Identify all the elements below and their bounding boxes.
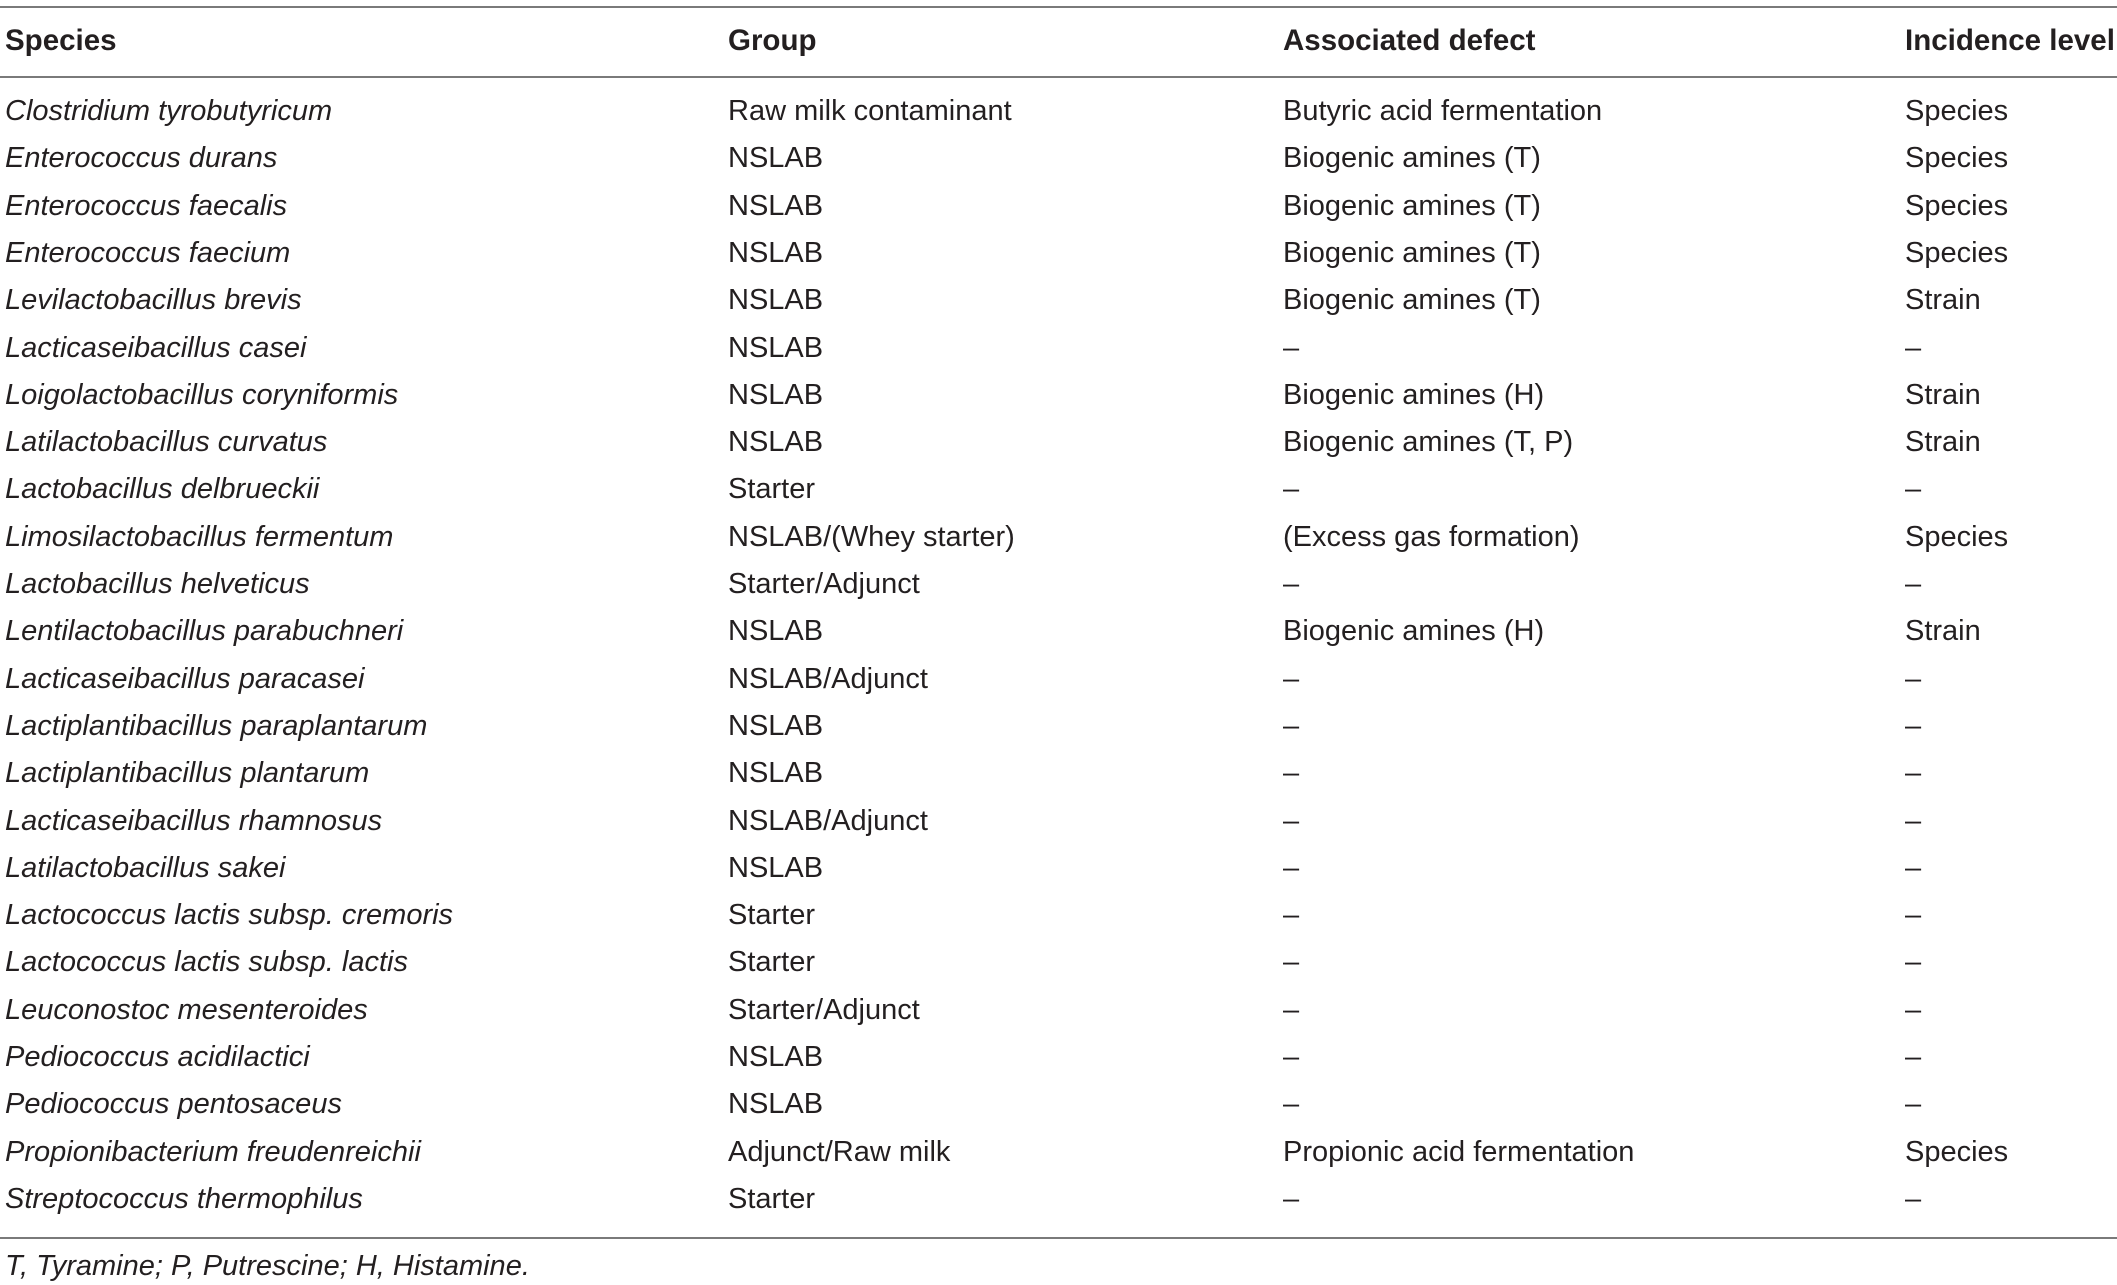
cell-group: Starter <box>728 473 816 506</box>
cell-associated-defect: Biogenic amines (T, P) <box>1283 426 1574 459</box>
cell-incidence-level: – <box>1905 1182 1922 1215</box>
cell-associated-defect: – <box>1283 946 1300 979</box>
cell-associated-defect: – <box>1283 851 1300 884</box>
cell-associated-defect: – <box>1283 804 1300 837</box>
cell-group: NSLAB/Adjunct <box>728 662 928 695</box>
cell-incidence-level: – <box>1905 1041 1922 1073</box>
cell-group: NSLAB <box>728 1041 824 1073</box>
cell-group: NSLAB <box>728 709 824 742</box>
cell-species: Loigolactobacillus coryniformis <box>5 378 399 411</box>
cell-incidence-level: Species <box>1905 189 2009 222</box>
cell-associated-defect: (Excess gas formation) <box>1283 520 1580 553</box>
cell-associated-defect: – <box>1283 1182 1300 1215</box>
cell-species: Lactobacillus helveticus <box>5 568 310 600</box>
table-row <box>0 325 2117 372</box>
cell-associated-defect: – <box>1283 1088 1300 1121</box>
cell-group: NSLAB <box>728 236 824 269</box>
cell-species: Limosilactobacillus fermentum <box>5 520 394 553</box>
cell-species: Lactococcus lactis subsp. lactis <box>5 946 408 979</box>
cell-incidence-level: Species <box>1905 520 2009 553</box>
cell-group: NSLAB <box>728 757 824 790</box>
table-bottom-rule <box>0 1237 2117 1239</box>
table-row <box>0 419 2117 466</box>
cell-group: NSLAB <box>728 1088 824 1121</box>
table-row <box>0 135 2117 182</box>
cell-group: Raw milk contaminant <box>728 95 1012 127</box>
table-row <box>0 845 2117 892</box>
cell-incidence-level: – <box>1905 804 1922 837</box>
cell-incidence-level: – <box>1905 993 1922 1026</box>
cell-group: NSLAB <box>728 378 824 411</box>
cell-associated-defect: – <box>1283 662 1300 695</box>
table-row <box>0 514 2117 561</box>
table-row <box>0 372 2117 419</box>
table-row <box>0 466 2117 513</box>
table-row <box>0 1176 2117 1223</box>
cell-group: NSLAB/Adjunct <box>728 804 928 837</box>
table-header-row <box>0 17 2117 64</box>
cell-incidence-level: Strain <box>1905 378 1981 411</box>
table-row <box>0 703 2117 750</box>
table-row <box>0 1034 2117 1081</box>
cell-associated-defect: Biogenic amines (T) <box>1283 236 1541 269</box>
cell-incidence-level: – <box>1905 899 1922 932</box>
cell-group: NSLAB <box>728 189 824 222</box>
header-group: Group <box>728 24 817 57</box>
cell-associated-defect: – <box>1283 473 1300 506</box>
cell-associated-defect: Biogenic amines (T) <box>1283 142 1541 175</box>
cell-species: Enterococcus faecium <box>5 236 291 269</box>
cell-associated-defect: Biogenic amines (T) <box>1283 284 1541 317</box>
table-row <box>0 230 2117 277</box>
cell-incidence-level: – <box>1905 662 1922 695</box>
table-row <box>0 1081 2117 1128</box>
cell-associated-defect: – <box>1283 899 1300 932</box>
cell-species: Leuconostoc mesenteroides <box>5 993 368 1026</box>
cell-species: Latilactobacillus curvatus <box>5 426 328 459</box>
table-row <box>0 656 2117 703</box>
cell-species: Enterococcus faecalis <box>5 189 288 222</box>
cell-species: Lacticaseibacillus casei <box>5 331 307 364</box>
cell-species: Lactobacillus delbrueckii <box>5 473 320 506</box>
cell-group: NSLAB <box>728 331 824 364</box>
cell-species: Levilactobacillus brevis <box>5 284 302 317</box>
cell-incidence-level: Strain <box>1905 615 1981 648</box>
cell-group: Starter <box>728 946 816 979</box>
cell-group: NSLAB/(Whey starter) <box>728 520 1015 553</box>
table-row <box>0 892 2117 939</box>
cell-group: Starter <box>728 899 816 932</box>
cell-group: NSLAB <box>728 142 824 175</box>
header-associated-defect: Associated defect <box>1283 24 1536 57</box>
cell-species: Lactococcus lactis subsp. cremoris <box>5 899 454 932</box>
cell-incidence-level: Species <box>1905 236 2009 269</box>
cell-species: Enterococcus durans <box>5 142 278 175</box>
cell-group: Adjunct/Raw milk <box>728 1135 951 1168</box>
cell-incidence-level: Strain <box>1905 284 1981 317</box>
cell-incidence-level: Species <box>1905 142 2009 175</box>
table-footnote: T, Tyramine; P, Putrescine; H, Histamine. <box>5 1250 530 1282</box>
cell-incidence-level: – <box>1905 946 1922 979</box>
cell-incidence-level: – <box>1905 331 1922 364</box>
cell-incidence-level: – <box>1905 568 1922 600</box>
cell-associated-defect: Butyric acid fermentation <box>1283 95 1603 127</box>
cell-incidence-level: – <box>1905 709 1922 742</box>
cell-associated-defect: – <box>1283 709 1300 742</box>
cell-species: Pediococcus acidilactici <box>5 1041 310 1073</box>
cell-group: NSLAB <box>728 426 824 459</box>
cell-species: Propionibacterium freudenreichii <box>5 1135 421 1168</box>
cell-incidence-level: – <box>1905 757 1922 790</box>
cell-species: Streptococcus thermophilus <box>5 1182 363 1215</box>
cell-species: Lentilactobacillus parabuchneri <box>5 615 404 648</box>
cell-associated-defect: Biogenic amines (T) <box>1283 189 1541 222</box>
table-row <box>0 1129 2117 1176</box>
cell-incidence-level: Strain <box>1905 426 1981 459</box>
cell-group: NSLAB <box>728 851 824 884</box>
cell-species: Lacticaseibacillus rhamnosus <box>5 804 383 837</box>
cell-species: Lactiplantibacillus plantarum <box>5 757 370 790</box>
table-row <box>0 608 2117 655</box>
table-row <box>0 750 2117 797</box>
table-row <box>0 88 2117 135</box>
cell-species: Clostridium tyrobutyricum <box>5 95 333 127</box>
cell-associated-defect: – <box>1283 757 1300 790</box>
table-row <box>0 277 2117 324</box>
cell-incidence-level: – <box>1905 473 1922 506</box>
cell-associated-defect: – <box>1283 331 1300 364</box>
cell-species: Lactiplantibacillus paraplantarum <box>5 709 428 742</box>
cell-associated-defect: Biogenic amines (H) <box>1283 378 1545 411</box>
table-row <box>0 798 2117 845</box>
cell-incidence-level: – <box>1905 851 1922 884</box>
cell-species: Pediococcus pentosaceus <box>5 1088 342 1121</box>
cell-group: Starter/Adjunct <box>728 993 920 1026</box>
cell-associated-defect: Biogenic amines (H) <box>1283 615 1545 648</box>
cell-incidence-level: – <box>1905 1088 1922 1121</box>
table-row <box>0 561 2117 608</box>
table-header-rule <box>0 76 2117 78</box>
header-incidence-level: Incidence level <box>1905 24 2115 57</box>
cell-incidence-level: Species <box>1905 1135 2009 1168</box>
cell-group: Starter/Adjunct <box>728 568 920 600</box>
cell-incidence-level: Species <box>1905 95 2009 127</box>
table-row <box>0 183 2117 230</box>
cell-species: Lacticaseibacillus paracasei <box>5 662 365 695</box>
cell-associated-defect: – <box>1283 1041 1300 1073</box>
cell-group: NSLAB <box>728 615 824 648</box>
cell-associated-defect: Propionic acid fermentation <box>1283 1135 1635 1168</box>
cell-associated-defect: – <box>1283 993 1300 1026</box>
cell-species: Latilactobacillus sakei <box>5 851 286 884</box>
table-row <box>0 939 2117 986</box>
table-row <box>0 987 2117 1034</box>
header-species: Species <box>5 24 117 57</box>
cell-associated-defect: – <box>1283 568 1300 600</box>
table-top-rule <box>0 6 2117 8</box>
cell-group: Starter <box>728 1182 816 1215</box>
cell-group: NSLAB <box>728 284 824 317</box>
